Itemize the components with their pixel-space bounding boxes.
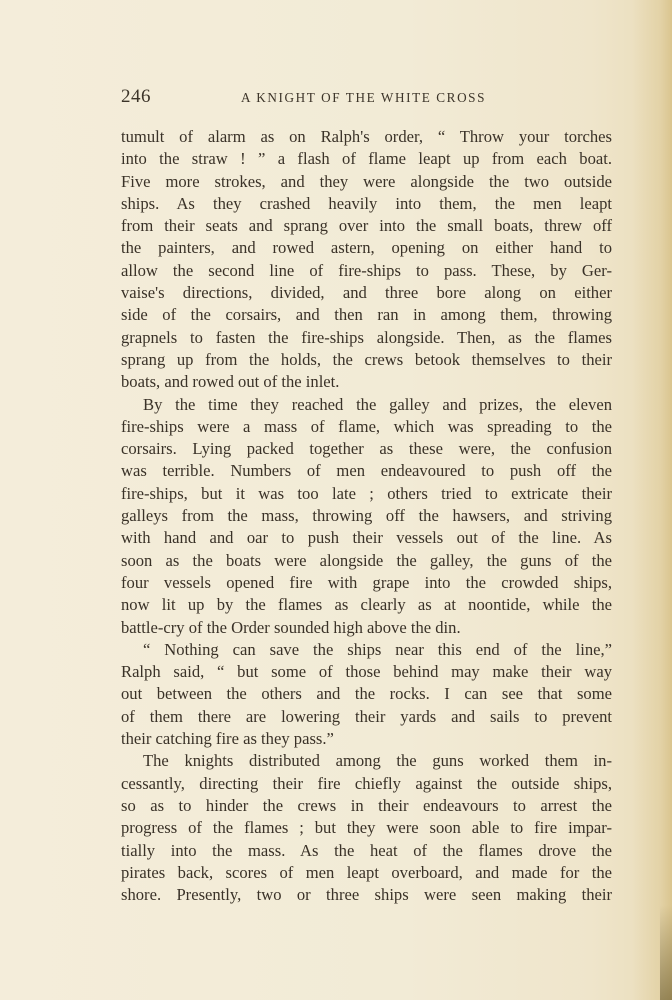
text-line: soon as the boats were alongside the galley, the guns of the — [121, 550, 612, 570]
text-line: was terrible. Numbers of men endeavoured to push off the — [121, 461, 612, 481]
text-line: now lit up by the flames as clearly as at noontide, while the — [121, 595, 612, 615]
text-line: galleys from the mass, throwing off the hawsers, and striving — [121, 506, 612, 526]
body-text — [121, 126, 612, 906]
text-line: of them there are lowering their yards and sails to prevent — [121, 706, 612, 726]
text-line: fire-ships were a mass of flame, which was spreading to the — [121, 416, 612, 436]
text-line: battle-cry of the Order sounded high above the din. — [121, 617, 461, 637]
text-line: vaise's directions, divided, and three bore along on either — [121, 283, 612, 303]
text-line: “ Nothing can save the ships near this end of the line,” — [143, 639, 612, 659]
text-line: four vessels opened fire with grape into the crowded ships, — [121, 572, 612, 592]
text-line: with hand and oar to push their vessels out of the line. As — [121, 528, 612, 548]
text-line: pirates back, scores of men leapt overboard, and made for the — [121, 862, 612, 882]
page-number: 246 — [121, 86, 151, 107]
text-line: the painters, and rowed astern, opening on either hand to — [121, 238, 612, 258]
text-line: side of the corsairs, and then ran in among them, throwing — [121, 305, 612, 325]
text-line: shore. Presently, two or three ships were seen making their — [121, 885, 612, 905]
text-line: corsairs. Lying packed together as these were, the confusion — [121, 439, 612, 459]
text-line: out between the others and the rocks. I can see that some — [121, 684, 612, 704]
text-line: Five more strokes, and they were alongside the two outside — [121, 171, 612, 191]
text-line: progress of the flames ; but they were soon able to fire impar- — [121, 818, 612, 838]
text-line: tumult of alarm as on Ralph's order, “ Throw your torches — [121, 127, 612, 146]
page-header — [121, 86, 612, 110]
text-line: cessantly, directing their fire chiefly against the outside ships, — [121, 773, 612, 793]
running-head: A KNIGHT OF THE WHITE CROSS — [241, 90, 487, 105]
text-line: sprang up from the holds, the crews betook themselves to their — [121, 349, 612, 369]
text-line: boats, and rowed out of the inlet. — [121, 372, 340, 392]
text-line: their catching fire as they pass.” — [121, 729, 334, 749]
text-line: from their seats and sprang over into the small boats, threw off — [121, 216, 612, 236]
text-line: Ralph said, “ but some of those behind may make their way — [121, 662, 612, 682]
text-line: allow the second line of fire-ships to pass. These, by Ger- — [121, 260, 612, 280]
page-edge-shading — [632, 0, 672, 1000]
text-line: fire-ships, but it was too late ; others tried to extricate their — [121, 483, 612, 503]
text-line: so as to hinder the crews in their endeavours to arrest the — [121, 795, 612, 815]
text-line: ships. As they crashed heavily into them, the men leapt — [121, 193, 612, 213]
text-line: The knights distributed among the guns worked them in- — [143, 751, 612, 771]
text-line: By the time they reached the galley and prizes, the eleven — [143, 394, 612, 414]
text-line: tially into the mass. As the heat of the flames drove the — [121, 840, 612, 860]
text-line: into the straw ! ” a flash of flame leapt up from each boat. — [121, 149, 612, 169]
text-line: grapnels to fasten the fire-ships alongside. Then, as the flames — [121, 327, 612, 347]
page-corner-shadow — [660, 905, 672, 1000]
